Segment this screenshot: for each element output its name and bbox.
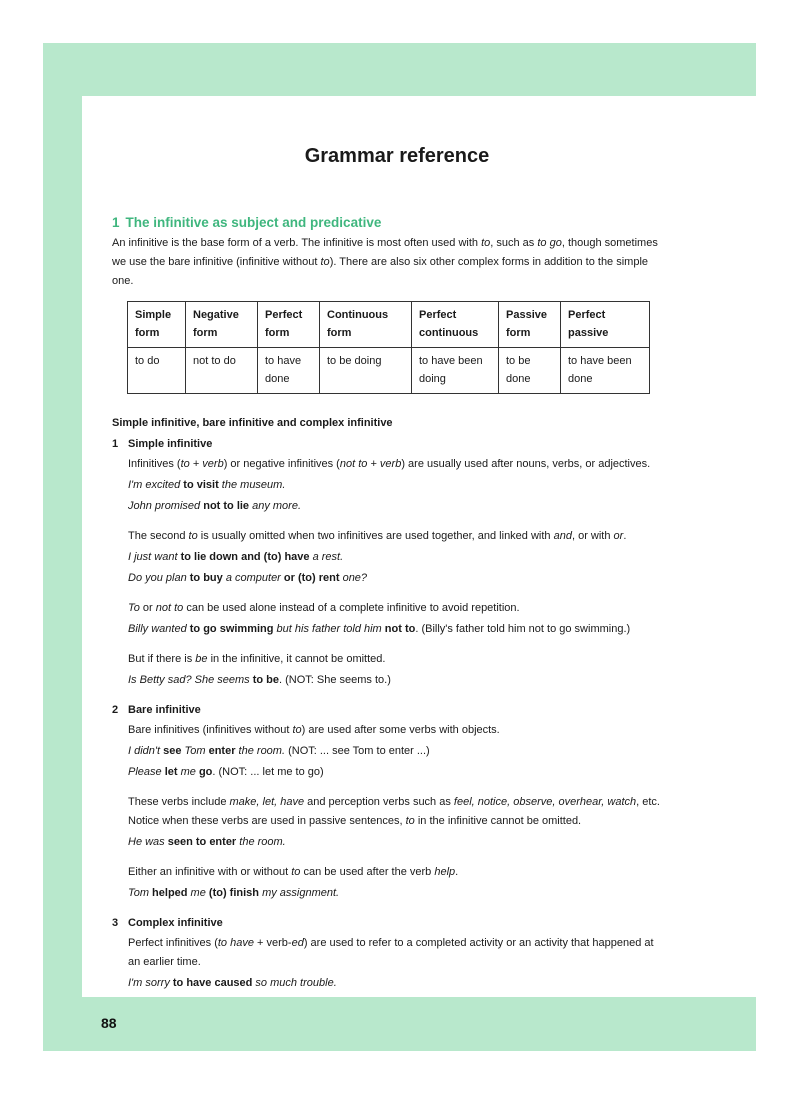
table-header-cell: Passive form bbox=[499, 302, 561, 348]
page-content bbox=[112, 140, 662, 995]
text-run: to bbox=[405, 815, 415, 827]
example-sentence bbox=[128, 497, 662, 516]
page-frame-left bbox=[43, 43, 82, 1051]
section-number: 1 bbox=[112, 215, 120, 230]
text-run: go bbox=[198, 766, 213, 778]
table-header-cell: Perfect continuous bbox=[412, 302, 499, 348]
text-run: But if there is bbox=[128, 653, 196, 665]
text-run: ) are used after some verbs with objects. bbox=[301, 724, 500, 736]
text-run: ) are used to refer to a completed activity or an activity that happened at an earlier time. bbox=[128, 937, 654, 968]
intro-text: to go bbox=[537, 237, 562, 249]
text-run: . bbox=[623, 530, 627, 542]
example-sentence bbox=[128, 671, 662, 690]
text-run: make, let, have bbox=[229, 796, 305, 808]
rule-paragraph bbox=[128, 934, 662, 972]
text-run: me bbox=[177, 766, 199, 778]
text-run: in the infinitive, it cannot be omitted. bbox=[207, 653, 386, 665]
item-title: Simple infinitive bbox=[128, 438, 213, 450]
item-number: 2 bbox=[112, 704, 119, 716]
text-run: seen to enter bbox=[167, 836, 237, 848]
text-run: to bbox=[188, 530, 198, 542]
text-run: I'm sorry bbox=[128, 977, 173, 989]
text-run: To bbox=[128, 602, 140, 614]
text-run: not to + verb bbox=[339, 458, 402, 470]
example-sentence bbox=[128, 548, 662, 567]
item-title: Complex infinitive bbox=[128, 917, 223, 929]
intro-text: , such as bbox=[490, 237, 538, 249]
text-run: Please bbox=[128, 766, 165, 778]
text-run: one? bbox=[339, 572, 368, 584]
text-run: not to bbox=[155, 602, 184, 614]
text-run: to + verb bbox=[180, 458, 224, 470]
example-sentence bbox=[128, 476, 662, 495]
text-run: not to bbox=[384, 623, 416, 635]
paragraph-spacer bbox=[128, 518, 662, 525]
table-cell: to be doing bbox=[320, 348, 412, 394]
rule-paragraph bbox=[128, 650, 662, 669]
table-cell: to have been done bbox=[561, 348, 650, 394]
text-run: is usually omitted when two infinitives are used together, and linked with bbox=[197, 530, 554, 542]
text-run: Infinitives ( bbox=[128, 458, 181, 470]
item-spacer bbox=[112, 692, 662, 698]
text-run: not to lie bbox=[203, 500, 250, 512]
example-sentence bbox=[128, 620, 662, 639]
text-run: (to) finish bbox=[208, 887, 260, 899]
table-header-cell: Perfect form bbox=[258, 302, 320, 348]
text-run: feel, notice, observe, overhear, watch bbox=[453, 796, 637, 808]
text-run: my assignment. bbox=[259, 887, 340, 899]
example-sentence bbox=[128, 974, 662, 993]
table-header-cell: Perfect passive bbox=[561, 302, 650, 348]
table-cell: to be done bbox=[499, 348, 561, 394]
text-run: These verbs include bbox=[128, 796, 230, 808]
text-run: to bbox=[292, 724, 302, 736]
table-header-cell: Continuous form bbox=[320, 302, 412, 348]
intro-text: , though sometimes we use the bare infinitive (infinitive without bbox=[112, 237, 658, 268]
table-row bbox=[128, 348, 650, 394]
text-run: or (to) rent bbox=[283, 572, 340, 584]
text-run: see bbox=[163, 745, 182, 757]
text-run: Tom bbox=[128, 887, 153, 899]
text-run: any more. bbox=[249, 500, 302, 512]
text-run: me bbox=[187, 887, 209, 899]
text-run: or bbox=[613, 530, 624, 542]
example-sentence bbox=[128, 569, 662, 588]
subsection-heading: Simple infinitive, bare infinitive and complex infinitive bbox=[112, 417, 393, 429]
example-sentence bbox=[128, 884, 662, 903]
intro-text: ). There are also six other complex forms in addition to the simple one. bbox=[112, 256, 649, 287]
text-run: Billy wanted bbox=[128, 623, 190, 635]
text-run: ) are usually used after nouns, verbs, or adjectives. bbox=[401, 458, 651, 470]
text-run: Do you plan bbox=[128, 572, 190, 584]
text-run: , or with bbox=[571, 530, 614, 542]
text-run: to visit bbox=[183, 479, 219, 491]
text-run: (NOT: ... see Tom to enter ...) bbox=[285, 745, 430, 757]
text-run: and bbox=[553, 530, 572, 542]
page-title: Grammar reference bbox=[304, 145, 490, 167]
example-sentence bbox=[128, 833, 662, 852]
text-run: but his father told him bbox=[273, 623, 385, 635]
text-run: + verb- bbox=[253, 937, 292, 949]
text-run: He was bbox=[128, 836, 168, 848]
text-run: to have caused bbox=[172, 977, 253, 989]
infinitive-forms-table bbox=[127, 301, 650, 394]
item-body bbox=[128, 721, 662, 903]
text-run: to bbox=[291, 866, 301, 878]
text-run: be bbox=[195, 653, 208, 665]
table-header-cell: Negative form bbox=[186, 302, 258, 348]
intro-text: to bbox=[481, 237, 491, 249]
text-run: John promised bbox=[128, 500, 204, 512]
text-run: to have bbox=[217, 937, 254, 949]
text-run: ed bbox=[291, 937, 304, 949]
text-run: can be used after the verb bbox=[300, 866, 435, 878]
section-intro bbox=[112, 234, 662, 291]
section-heading-text: The infinitive as subject and predicative bbox=[125, 215, 382, 230]
text-run: ) or negative infinitives ( bbox=[223, 458, 340, 470]
text-run: Tom bbox=[181, 745, 209, 757]
intro-text: An infinitive is the base form of a verb. The infinitive is most often used with bbox=[112, 237, 482, 249]
text-run: a computer bbox=[222, 572, 284, 584]
table-header-row bbox=[128, 302, 650, 348]
text-run: Perfect infinitives ( bbox=[128, 937, 218, 949]
text-run: helped bbox=[152, 887, 188, 899]
table-cell: to have done bbox=[258, 348, 320, 394]
table-cell: to do bbox=[128, 348, 186, 394]
text-run: let bbox=[164, 766, 178, 778]
text-run: . (Billy's father told him not to go swimming.) bbox=[415, 623, 631, 635]
item-heading bbox=[112, 914, 662, 932]
item-number: 1 bbox=[112, 438, 119, 450]
rule-paragraph bbox=[128, 527, 662, 546]
page-frame-top bbox=[43, 43, 756, 96]
item-number: 3 bbox=[112, 917, 119, 929]
paragraph-spacer bbox=[128, 641, 662, 648]
text-run: can be used alone instead of a complete infinitive to avoid repetition. bbox=[183, 602, 520, 614]
paragraph-spacer bbox=[128, 784, 662, 791]
example-sentence bbox=[128, 742, 662, 761]
text-run: the museum. bbox=[218, 479, 286, 491]
grammar-items bbox=[112, 435, 662, 993]
table-header-cell: Simple form bbox=[128, 302, 186, 348]
paragraph-spacer bbox=[128, 854, 662, 861]
text-run: or bbox=[139, 602, 156, 614]
text-run: to go swimming bbox=[189, 623, 274, 635]
text-run: I didn't bbox=[128, 745, 164, 757]
text-run: a rest. bbox=[309, 551, 344, 563]
text-run: . (NOT: ... let me to go) bbox=[212, 766, 324, 778]
table-cell: to have been doing bbox=[412, 348, 499, 394]
section-heading bbox=[112, 214, 662, 232]
intro-text: to bbox=[320, 256, 330, 268]
text-run: . (NOT: She seems to.) bbox=[279, 674, 391, 686]
text-run: Bare infinitives (infinitives without bbox=[128, 724, 293, 736]
text-run: Either an infinitive with or without bbox=[128, 866, 292, 878]
text-run: the room. bbox=[235, 745, 286, 757]
item-spacer bbox=[112, 905, 662, 911]
item-body bbox=[128, 455, 662, 690]
text-run: I'm excited bbox=[128, 479, 184, 491]
rule-paragraph bbox=[128, 863, 662, 882]
text-run: the room. bbox=[236, 836, 286, 848]
text-run: so much trouble. bbox=[252, 977, 337, 989]
rule-paragraph bbox=[128, 793, 662, 831]
rule-paragraph bbox=[128, 455, 662, 474]
item-heading bbox=[112, 435, 662, 453]
item-title: Bare infinitive bbox=[128, 704, 201, 716]
text-run: to lie down and (to) have bbox=[180, 551, 310, 563]
text-run: I just want bbox=[128, 551, 181, 563]
text-run: The second bbox=[128, 530, 189, 542]
paragraph-spacer bbox=[128, 590, 662, 597]
table-cell: not to do bbox=[186, 348, 258, 394]
rule-paragraph bbox=[128, 599, 662, 618]
text-run: help bbox=[434, 866, 456, 878]
text-run: . bbox=[455, 866, 459, 878]
item-heading bbox=[112, 701, 662, 719]
text-run: enter bbox=[208, 745, 236, 757]
page-frame-bottom bbox=[43, 997, 756, 1051]
item-body bbox=[128, 934, 662, 993]
rule-paragraph bbox=[128, 721, 662, 740]
example-sentence bbox=[128, 763, 662, 782]
text-run: to buy bbox=[189, 572, 223, 584]
text-run: in the infinitive cannot be omitted. bbox=[414, 815, 582, 827]
text-run: to be bbox=[252, 674, 280, 686]
text-run: and perception verbs such as bbox=[304, 796, 454, 808]
text-run: , etc. Notice when these verbs are used in passive sentences, bbox=[128, 796, 660, 827]
text-run: Is Betty sad? She seems bbox=[128, 674, 253, 686]
page-number: 88 bbox=[101, 1015, 117, 1031]
